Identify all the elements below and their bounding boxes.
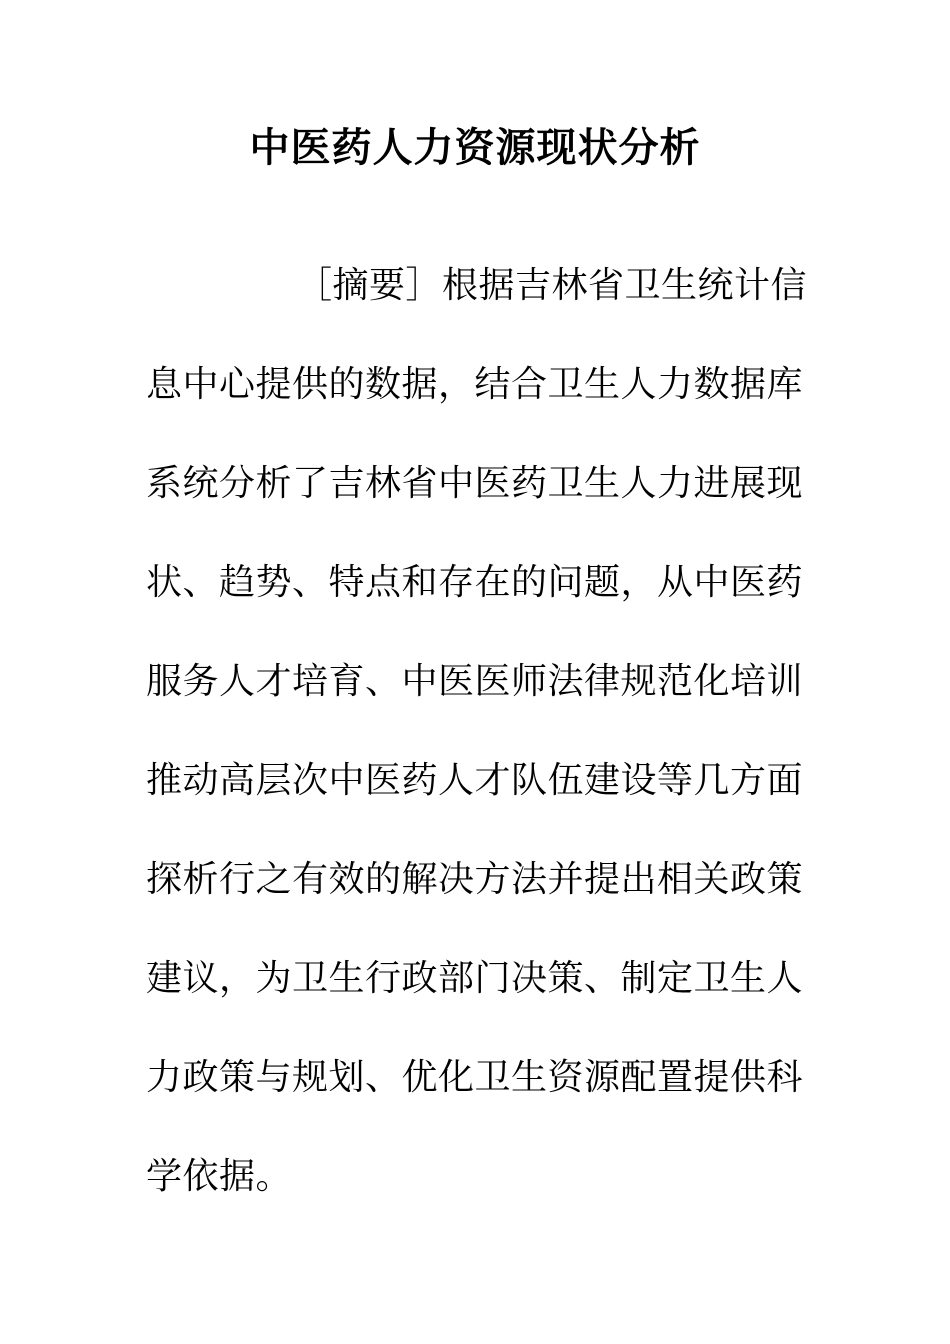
- abstract-line: 力政策与规划、优化卫生资源配置提供科: [146, 1057, 804, 1098]
- abstract-line: 推动高层次中医药人才队伍建设等几方面: [146, 760, 804, 801]
- abstract-paragraph: [146, 260, 806, 1250]
- abstract-line: ［摘要］根据吉林省卫生统计信: [296, 265, 808, 306]
- abstract-line: 息中心提供的数据，结合卫生人力数据库: [146, 364, 804, 405]
- document-title: 中医药人力资源现状分析: [249, 124, 701, 171]
- abstract-line: 学依据。: [146, 1156, 293, 1197]
- abstract-line: 系统分析了吉林省中医药卫生人力进展现: [146, 463, 804, 504]
- abstract-line: 服务人才培育、中医医师法律规范化培训: [146, 661, 804, 702]
- abstract-line: 状、趋势、特点和存在的问题，从中医药: [146, 562, 804, 603]
- abstract-line: 探析行之有效的解决方法并提出相关政策: [146, 859, 804, 900]
- abstract-line: 建议，为卫生行政部门决策、制定卫生人: [146, 958, 804, 999]
